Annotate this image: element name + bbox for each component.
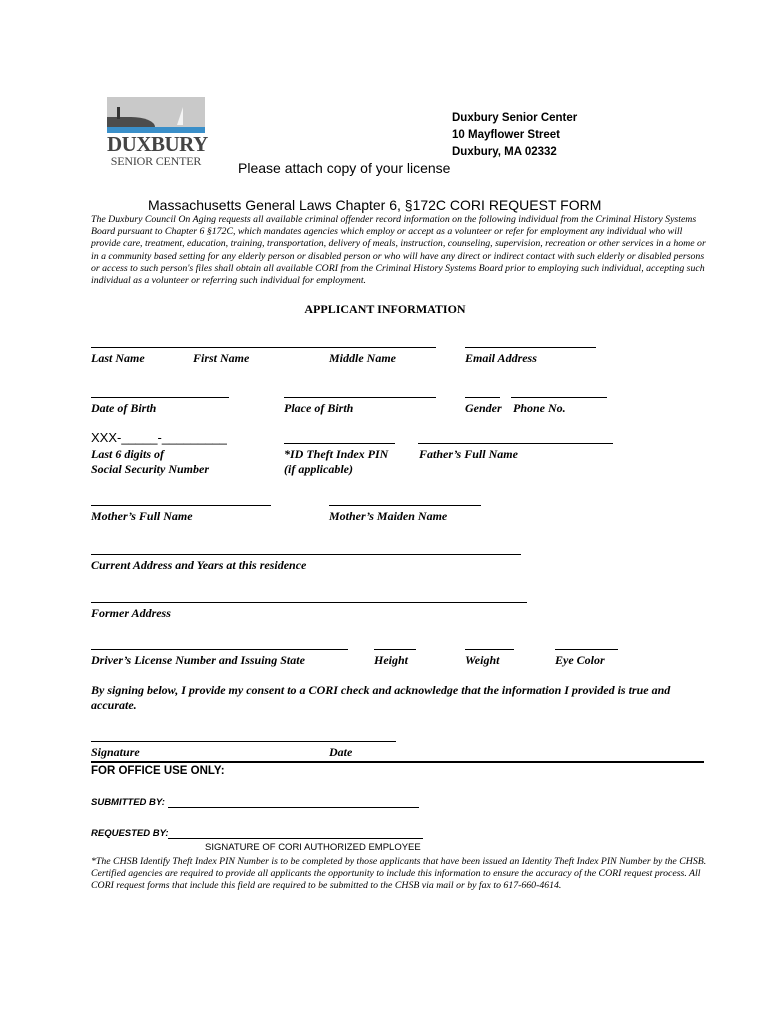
dob-label: Date of Birth — [91, 401, 157, 415]
former-address-label: Former Address — [91, 606, 171, 620]
section-title: APPLICANT INFORMATION — [304, 302, 466, 316]
license-field-line[interactable] — [91, 649, 348, 650]
signature-label: Signature — [91, 745, 140, 759]
logo-lighthouse-image — [107, 97, 205, 133]
current-address-label: Current Address and Years at this residence — [91, 558, 307, 572]
mother-label: Mother’s Full Name — [91, 509, 193, 523]
logo-subtitle: SENIOR CENTER — [110, 154, 202, 168]
submitted-by-label: SUBMITTED BY: — [91, 797, 165, 808]
first-name-label: First Name — [193, 351, 250, 365]
height-field-line[interactable] — [374, 649, 416, 650]
former-address-field-line[interactable] — [91, 602, 527, 603]
gender-label: Gender — [465, 401, 502, 415]
weight-field-line[interactable] — [465, 649, 514, 650]
pin-field-line[interactable] — [284, 443, 395, 444]
ssn-label-line-2: Social Security Number — [91, 462, 210, 476]
phone-label: Phone No. — [513, 401, 566, 415]
middle-name-label: Middle Name — [329, 351, 396, 365]
name-field-line[interactable] — [91, 347, 436, 348]
consent-statement: By signing below, I provide my consent to a CORI check and acknowledge that the information I provided is true and accurate. — [91, 683, 671, 712]
mother-maiden-label: Mother’s Maiden Name — [329, 509, 448, 523]
center-address — [452, 110, 577, 161]
last-name-label: Last Name — [91, 351, 145, 365]
eye-color-label: Eye Color — [555, 653, 605, 667]
father-field-line[interactable] — [418, 443, 613, 444]
phone-field-line[interactable] — [511, 397, 607, 398]
date-label: Date — [329, 745, 353, 759]
intro-paragraph: The Duxbury Council On Aging requests all available criminal offender record information on the following individual from the Criminal History Systems Board pursuant to Chapter 6 §172C, which mandates agencies which employ or accept as a volunteer or refer for employment any individual who will provide care, treatment, education, training, transportation, delivery of meals, instruction, counseling, supervision, recreation or other services in a home or in a community based setting for any elderly person or disabled person or who will have any direct or indirect contact with such elderly or disabled persons or access to such person's files shall obtain all available CORI from the Criminal History Systems Board prior to employing such individual, accepting such individual as a volunteer or referring such individual for employment. — [91, 214, 706, 287]
requested-by-label: REQUESTED BY: — [91, 828, 169, 839]
attach-license-note: Please attach copy of your license — [238, 160, 451, 176]
footnote: *The CHSB Identify Theft Index PIN Number is to be completed by those applicants that have been issued an Identity Theft Index PIN Number by the CHSB. Certified agencies are required to provide all applicants the opportunity to include this information to ensure the accuracy of the CORI request process. All CORI request forms that include this field are required to be submitted to the CHSB via mail or by fax to 617-660-4614. — [91, 856, 707, 892]
address-line-3: Duxbury, MA 02332 — [452, 146, 557, 158]
address-line-1: Duxbury Senior Center — [452, 112, 578, 124]
email-label: Email Address — [465, 351, 537, 365]
pin-label-line-2: (if applicable) — [284, 462, 353, 476]
ssn-field[interactable]: XXX-_____-_________ — [91, 430, 227, 445]
logo-name: DUXBURY — [107, 132, 208, 156]
license-label: Driver’s License Number and Issuing State — [91, 653, 305, 667]
pob-field-line[interactable] — [284, 397, 436, 398]
cori-signature-caption: SIGNATURE OF CORI AUTHORIZED EMPLOYEE — [205, 842, 421, 853]
current-address-field-line[interactable] — [91, 554, 521, 555]
height-label: Height — [374, 653, 409, 667]
pob-label: Place of Birth — [284, 401, 354, 415]
dob-field-line[interactable] — [91, 397, 229, 398]
gender-field-line[interactable] — [465, 397, 500, 398]
office-use-heading: FOR OFFICE USE ONLY: — [91, 765, 225, 777]
weight-label: Weight — [465, 653, 500, 667]
requested-by-field-line[interactable] — [168, 838, 423, 839]
father-label: Father’s Full Name — [419, 447, 518, 461]
submitted-by-field-line[interactable] — [168, 807, 419, 808]
pin-label-line-1: *ID Theft Index PIN — [284, 447, 389, 461]
mother-maiden-field-line[interactable] — [329, 505, 481, 506]
eye-color-field-line[interactable] — [555, 649, 618, 650]
email-field-line[interactable] — [465, 347, 596, 348]
mother-field-line[interactable] — [91, 505, 271, 506]
address-line-2: 10 Mayflower Street — [452, 129, 561, 141]
form-title: Massachusetts General Laws Chapter 6, §172C CORI REQUEST FORM — [148, 197, 602, 213]
signature-field-line[interactable] — [91, 741, 396, 742]
ssn-label-line-1: Last 6 digits of — [91, 447, 165, 461]
office-divider — [91, 761, 704, 763]
duxbury-logo — [107, 97, 208, 169]
